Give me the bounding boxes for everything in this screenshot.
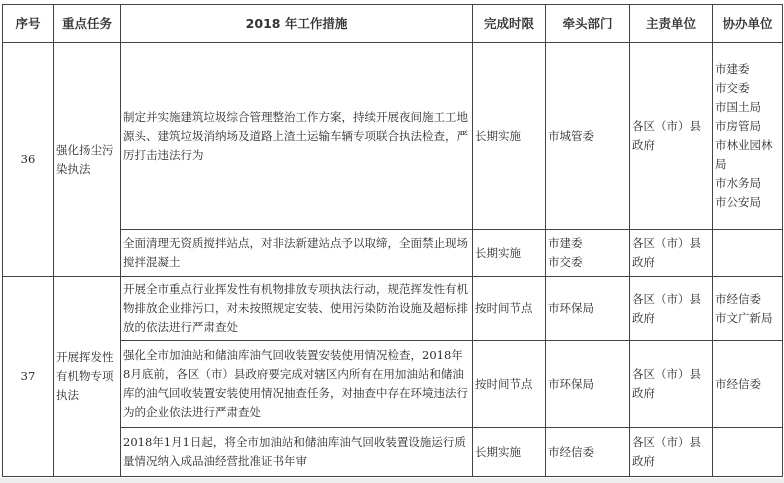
row-responsible: 各区（市）县政府 <box>630 428 713 477</box>
row-deadline: 按时间节点 <box>473 341 546 428</box>
header-task: 重点任务 <box>54 5 121 43</box>
header-number: 序号 <box>3 5 54 43</box>
row-lead: 市环保局 <box>546 341 630 428</box>
row-responsible: 各区（市）县政府 <box>630 230 713 277</box>
row-lead: 市建委 市交委 <box>546 230 630 277</box>
work-measures-table <box>2 4 783 477</box>
header-assist: 协办单位 <box>713 5 783 43</box>
row-lead: 市环保局 <box>546 277 630 341</box>
row-deadline: 长期实施 <box>473 428 546 477</box>
row-measure: 2018年1月1日起，将全市加油站和储油库油气回收装置设施运行质量情况纳入成品油经营批准证书年审 <box>121 428 473 477</box>
assist-unit: 市文广新局 <box>715 310 773 325</box>
assist-unit: 市公安局 <box>715 195 761 209</box>
row-assist <box>713 341 783 428</box>
assist-unit: 市建委 <box>715 62 750 76</box>
header-responsible: 主责单位 <box>630 5 713 43</box>
assist-unit: 市国土局 <box>715 100 761 114</box>
row-deadline: 长期实施 <box>473 43 546 230</box>
row-assist <box>713 428 783 477</box>
row-measure: 全面清理无资质搅拌站点，对非法新建站点予以取缔，全面禁止现场搅拌混凝土 <box>121 230 473 277</box>
assist-unit: 市林业园林局 <box>715 138 773 171</box>
row-task: 强化扬尘污染执法 <box>54 43 121 277</box>
header-lead: 牵头部门 <box>546 5 630 43</box>
assist-unit: 市房管局 <box>715 119 761 133</box>
page-margin <box>0 478 784 483</box>
table-row <box>3 277 783 341</box>
assist-unit: 市水务局 <box>715 176 761 190</box>
row-assist <box>713 43 783 230</box>
assist-unit: 市经信委 <box>715 291 761 306</box>
row-deadline: 长期实施 <box>473 230 546 277</box>
row-number: 37 <box>3 277 54 477</box>
header-measures: 2018 年工作措施 <box>121 5 473 43</box>
assist-unit: 市经信委 <box>715 376 761 391</box>
row-assist <box>713 277 783 341</box>
row-measure: 制定并实施建筑垃圾综合管理整治工作方案，持续开展夜间施工工地源头、建筑垃圾消纳场及道路上渣土运输车辆专项联合执法检查，严厉打击违法行为 <box>121 43 473 230</box>
row-lead: 市城管委 <box>546 43 630 230</box>
row-lead: 市经信委 <box>546 428 630 477</box>
row-measure: 强化全市加油站和储油库油气回收装置安装使用情况检查，2018年8月底前，各区（市）县政府要完成对辖区内所有在用加油站和储油库的油气回收装置安装使用情况抽查任务，对抽查中存在环境违法行为的企业依法进行严肃查处 <box>121 341 473 428</box>
row-deadline: 按时间节点 <box>473 277 546 341</box>
header-row <box>3 5 783 43</box>
row-task: 开展挥发性有机物专项执法 <box>54 277 121 477</box>
row-responsible: 各区（市）县政府 <box>630 341 713 428</box>
table-row <box>3 43 783 230</box>
row-measure: 开展全市重点行业挥发性有机物排放专项执法行动，规范挥发性有机物排放企业排污口，对未按照规定安装、使用污染防治设施及超标排放的依法进行严肃查处 <box>121 277 473 341</box>
assist-unit: 市交委 <box>715 81 750 95</box>
row-responsible: 各区（市）县政府 <box>630 277 713 341</box>
row-assist <box>713 230 783 277</box>
row-number: 36 <box>3 43 54 277</box>
header-deadline: 完成时限 <box>473 5 546 43</box>
row-responsible: 各区（市）县政府 <box>630 43 713 230</box>
